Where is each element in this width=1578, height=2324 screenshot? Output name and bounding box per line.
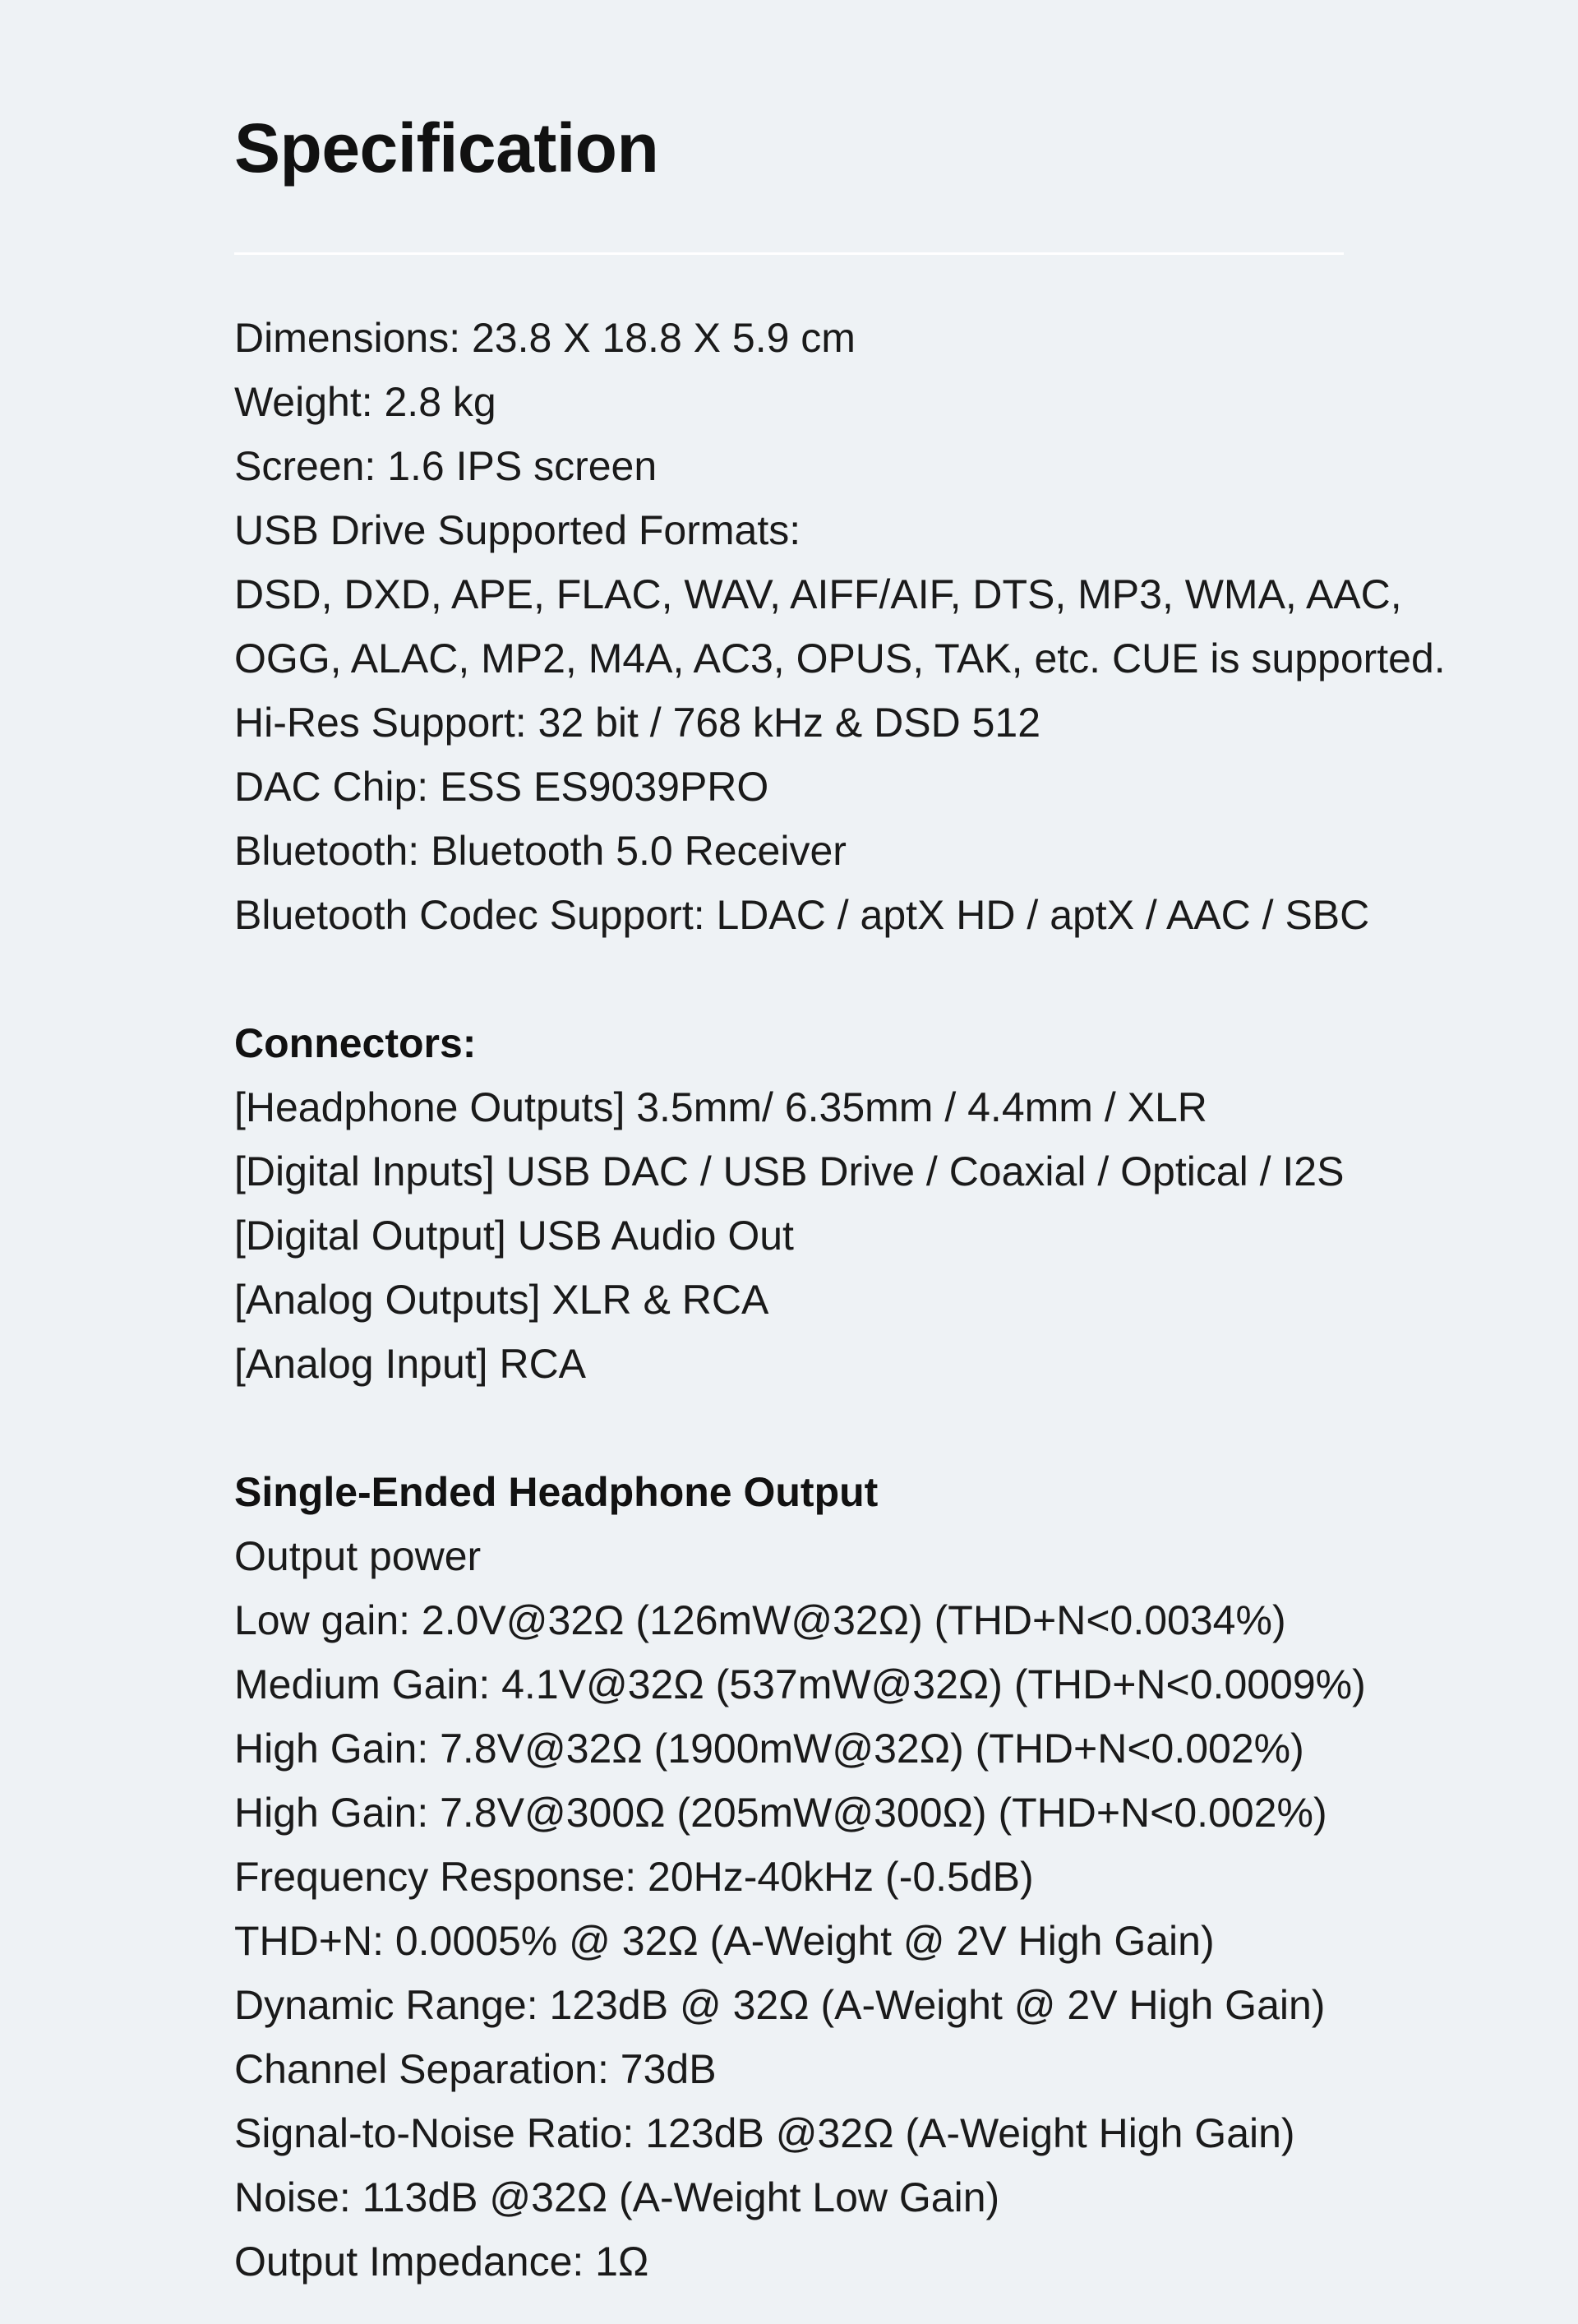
spec-list [234, 306, 1446, 2294]
output-spec-line: Low gain: 2.0V@32Ω (126mW@32Ω) (THD+N<0.0034%) [234, 1597, 1286, 1643]
output-spec-line: THD+N: 0.0005% @ 32Ω (A-Weight @ 2V High Gain) [234, 1918, 1215, 1964]
spec-line: OGG, ALAC, MP2, M4A, AC3, OPUS, TAK, etc. CUE is supported. [234, 635, 1446, 681]
output-spec-line: Channel Separation: 73dB [234, 2046, 717, 2092]
connectors-section [234, 1011, 1385, 1396]
spec-line: Bluetooth: Bluetooth 5.0 Receiver [234, 828, 847, 874]
connector-line: [Headphone Outputs] 3.5mm/ 6.35mm / 4.4mm / XLR [234, 1084, 1207, 1130]
title-divider [234, 252, 1344, 255]
page-title: Specification [234, 109, 659, 187]
output-spec-line: Output Impedance: 1Ω [234, 2239, 649, 2285]
spec-line: Dimensions: 23.8 X 18.8 X 5.9 cm [234, 315, 856, 361]
connector-line: [Analog Outputs] XLR & RCA [234, 1277, 769, 1323]
single-ended-section [234, 1460, 1385, 2294]
spec-line: Bluetooth Codec Support: LDAC / aptX HD / aptX / AAC / SBC [234, 892, 1370, 938]
spec-line: DAC Chip: ESS ES9039PRO [234, 764, 769, 810]
connector-line: [Analog Input] RCA [234, 1341, 587, 1387]
general-specs [234, 306, 1446, 947]
output-spec-line: Medium Gain: 4.1V@32Ω (537mW@32Ω) (THD+N<0.0009%) [234, 1661, 1366, 1707]
spec-line: DSD, DXD, APE, FLAC, WAV, AIFF/AIF, DTS, MP3, WMA, AAC, [234, 571, 1402, 617]
spec-line: Screen: 1.6 IPS screen [234, 443, 658, 489]
connectors-heading: Connectors: [234, 1020, 477, 1066]
section-spacer [234, 1396, 1385, 1460]
output-spec-line: Signal-to-Noise Ratio: 123dB @32Ω (A-Weight High Gain) [234, 2110, 1295, 2156]
output-spec-line: High Gain: 7.8V@32Ω (1900mW@32Ω) (THD+N<0.002%) [234, 1726, 1304, 1772]
spec-line: USB Drive Supported Formats: [234, 507, 801, 553]
output-spec-line: Noise: 113dB @32Ω (A-Weight Low Gain) [234, 2174, 1000, 2220]
output-spec-line: High Gain: 7.8V@300Ω (205mW@300Ω) (THD+N<0.002%) [234, 1790, 1327, 1836]
single-ended-heading: Single-Ended Headphone Output [234, 1469, 879, 1515]
section-spacer [234, 947, 1385, 1011]
output-spec-line: Dynamic Range: 123dB @ 32Ω (A-Weight @ 2V High Gain) [234, 1982, 1326, 2028]
spec-line: Weight: 2.8 kg [234, 379, 496, 425]
connector-line: [Digital Inputs] USB DAC / USB Drive / Coaxial / Optical / I2S [234, 1148, 1345, 1194]
spec-line: Hi-Res Support: 32 bit / 768 kHz & DSD 512 [234, 700, 1041, 746]
connector-line: [Digital Output] USB Audio Out [234, 1213, 794, 1259]
output-spec-line: Frequency Response: 20Hz-40kHz (-0.5dB) [234, 1854, 1034, 1900]
output-spec-line: Output power [234, 1533, 482, 1579]
